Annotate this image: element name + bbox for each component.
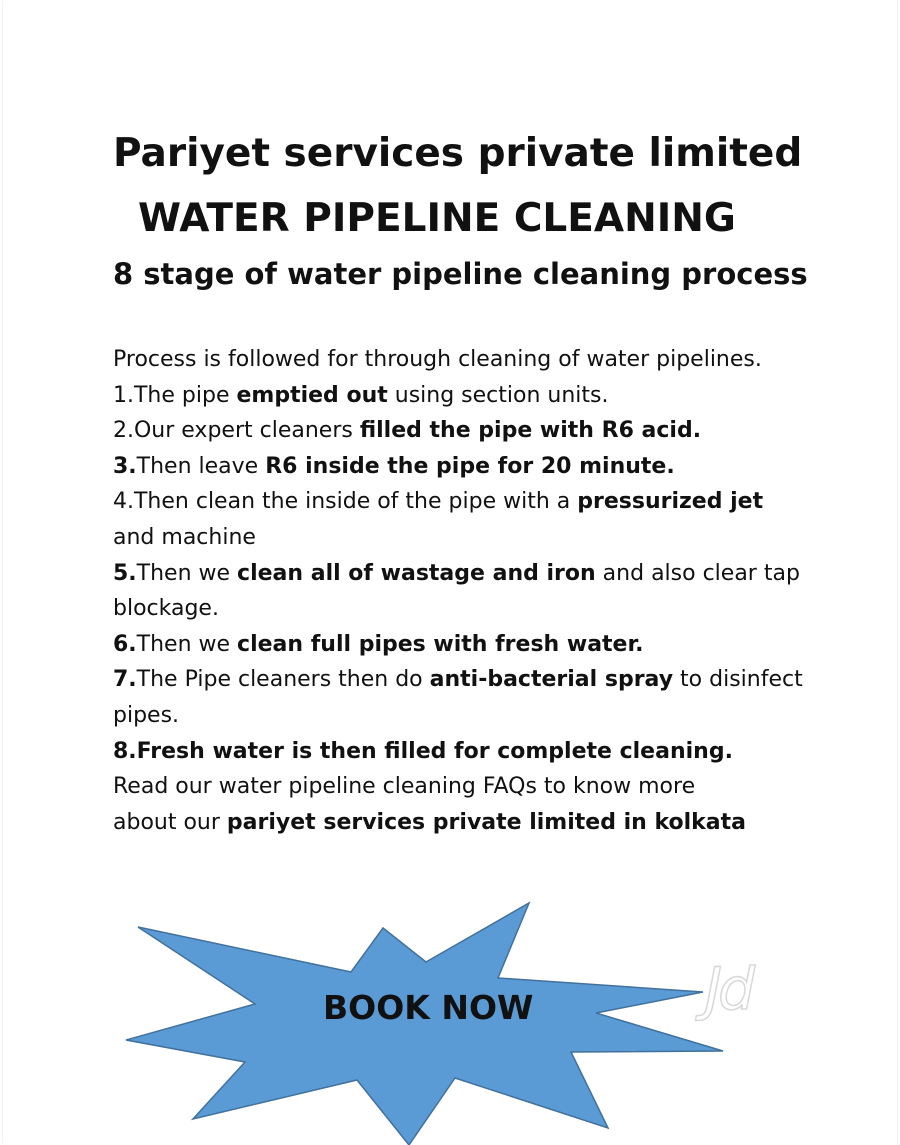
step-highlight: emptied out [236,382,388,408]
step-number: 5. [113,560,137,586]
step-number: 6. [113,631,137,657]
step-highlight: filled the pipe with R6 acid. [359,418,702,444]
page-title: WATER PIPELINE CLEANING [138,196,736,241]
step-text: The Pipe cleaners then do [136,667,430,693]
step-1 [113,378,803,414]
closing-line-1: Read our water pipeline cleaning FAQs to know more [113,774,696,800]
step-2 [113,413,803,449]
step-text: Then leave [136,453,266,479]
step-highlight: 8.Fresh water is then filled for complete cleaning. [113,738,733,764]
closing-text: about our [113,809,227,835]
step-number: 7. [113,667,137,693]
step-text: and machine [113,524,256,550]
step-text: Then we [136,560,238,586]
step-3 [113,449,803,485]
process-description [113,342,803,840]
page-subtitle: 8 stage of water pipeline cleaning process [113,257,808,291]
step-5 [113,556,803,627]
step-4 [113,484,803,555]
company-name: Pariyet services private limited [113,131,803,176]
step-text: and also clear tap blockage. [113,560,800,622]
step-number: 3. [113,453,137,479]
step-text: to disinfect pipes. [113,667,803,728]
watermark-logo: Jd [705,955,751,1023]
step-text: 2.Our expert cleaners [113,418,360,444]
closing-highlight: pariyet services private limited in kolkata [226,809,747,835]
document-page [3,0,897,1145]
step-8 [113,734,803,770]
step-highlight: R6 inside the pipe for 20 minute. [265,453,675,479]
step-highlight: clean all of wastage and iron [237,560,596,586]
step-6 [113,627,803,663]
intro-text: Process is followed for through cleaning of water pipelines. [113,347,762,372]
book-now-button[interactable]: BOOK NOW [323,985,533,1031]
step-highlight: anti-bacterial spray [429,667,674,693]
step-text: 4.Then clean the inside of the pipe with a [113,489,578,515]
step-text: Then we [136,631,238,657]
closing-line-2 [113,805,803,841]
step-highlight: pressurized jet [577,489,764,515]
step-highlight: clean full pipes with fresh water. [237,631,644,657]
step-text: using section units. [387,382,609,408]
step-text: 1.The pipe [113,382,237,408]
step-7 [113,662,803,733]
